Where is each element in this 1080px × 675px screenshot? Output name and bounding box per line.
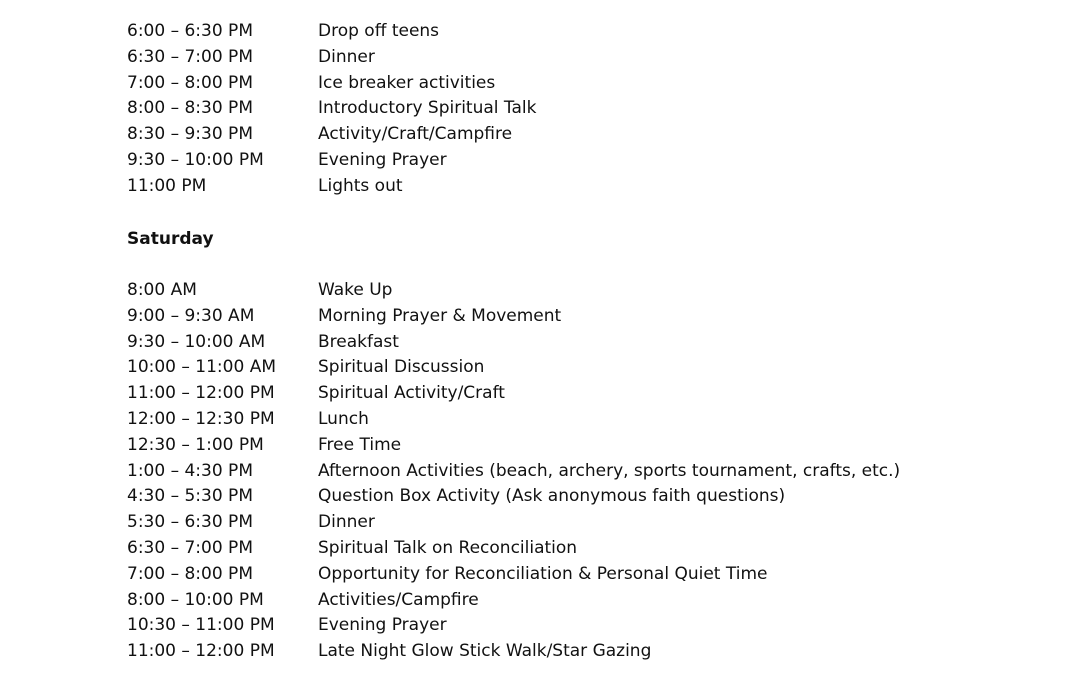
activity-cell: Lunch — [318, 408, 369, 429]
time-cell: 4:30 – 5:30 PM — [127, 486, 253, 507]
schedule-row — [127, 484, 900, 510]
activity-cell: Free Time — [318, 434, 402, 455]
activity-cell: Evening Prayer — [318, 615, 447, 636]
schedule-row — [127, 433, 900, 459]
saturday-heading: Saturday — [127, 229, 214, 249]
activity-cell: Activities/Campfire — [318, 589, 479, 610]
schedule-row — [127, 588, 900, 614]
activity-cell: Afternoon Activities (beach, archery, sports tournament, crafts, etc.) — [318, 460, 901, 481]
schedule-row — [127, 510, 900, 536]
time-cell: 8:00 AM — [127, 280, 197, 300]
time-cell: 9:00 – 9:30 AM — [127, 305, 255, 326]
schedule-row — [127, 45, 536, 71]
time-cell: 7:00 – 8:00 PM — [127, 563, 253, 584]
time-cell: 1:00 – 4:30 PM — [127, 460, 253, 481]
time-cell: 6:30 – 7:00 PM — [127, 46, 253, 67]
time-cell: 12:00 – 12:30 PM — [127, 408, 275, 429]
time-cell: 6:00 – 6:30 PM — [127, 21, 253, 41]
activity-cell: Spiritual Activity/Craft — [318, 383, 505, 404]
time-cell: 10:00 – 11:00 AM — [127, 357, 276, 378]
schedule-row — [127, 381, 900, 407]
schedule-row — [127, 122, 536, 148]
time-cell: 7:00 – 8:00 PM — [127, 72, 253, 93]
time-cell: 8:30 – 9:30 PM — [127, 124, 253, 145]
schedule-row — [127, 174, 536, 200]
schedule-row — [127, 459, 900, 485]
time-cell: 6:30 – 7:00 PM — [127, 537, 253, 558]
time-cell: 8:00 – 8:30 PM — [127, 98, 253, 119]
activity-cell: Activity/Craft/Campfire — [318, 124, 513, 145]
activity-cell: Question Box Activity (Ask anonymous faith questions) — [318, 486, 786, 507]
schedule-row — [127, 407, 900, 433]
activity-cell: Dinner — [318, 46, 375, 67]
activity-cell: Ice breaker activities — [318, 72, 496, 93]
activity-cell: Lights out — [318, 175, 403, 196]
time-cell: 8:00 – 10:00 PM — [127, 589, 264, 610]
schedule-row — [127, 148, 536, 174]
time-cell: 12:30 – 1:00 PM — [127, 434, 264, 455]
activity-cell: Opportunity for Reconciliation & Personal Quiet Time — [318, 563, 768, 584]
activity-cell: Wake Up — [318, 280, 393, 300]
friday-schedule-list — [127, 19, 536, 200]
time-cell: 11:00 PM — [127, 175, 207, 196]
time-cell: 5:30 – 6:30 PM — [127, 512, 253, 533]
activity-cell: Drop off teens — [318, 21, 440, 41]
activity-cell: Breakfast — [318, 331, 399, 352]
activity-cell: Morning Prayer & Movement — [318, 305, 562, 326]
activity-cell: Spiritual Talk on Reconciliation — [318, 537, 578, 558]
schedule-row — [127, 304, 900, 330]
time-cell: 11:00 – 12:00 PM — [127, 641, 275, 662]
schedule-row — [127, 19, 536, 45]
time-cell: 11:00 – 12:00 PM — [127, 383, 275, 404]
schedule-row — [127, 536, 900, 562]
time-cell: 10:30 – 11:00 PM — [127, 615, 275, 636]
time-cell: 9:30 – 10:00 PM — [127, 149, 264, 170]
schedule-row — [127, 330, 900, 356]
schedule-row — [127, 96, 536, 122]
activity-cell: Introductory Spiritual Talk — [318, 98, 537, 119]
schedule-row — [127, 71, 536, 97]
activity-cell: Spiritual Discussion — [318, 357, 485, 378]
saturday-schedule-list — [127, 278, 900, 665]
schedule-row — [127, 639, 900, 665]
schedule-row — [127, 613, 900, 639]
activity-cell: Evening Prayer — [318, 149, 447, 170]
activity-cell: Late Night Glow Stick Walk/Star Gazing — [318, 641, 652, 662]
activity-cell: Dinner — [318, 512, 375, 533]
time-cell: 9:30 – 10:00 AM — [127, 331, 266, 352]
schedule-row — [127, 562, 900, 588]
schedule-row — [127, 278, 900, 304]
schedule-row — [127, 355, 900, 381]
